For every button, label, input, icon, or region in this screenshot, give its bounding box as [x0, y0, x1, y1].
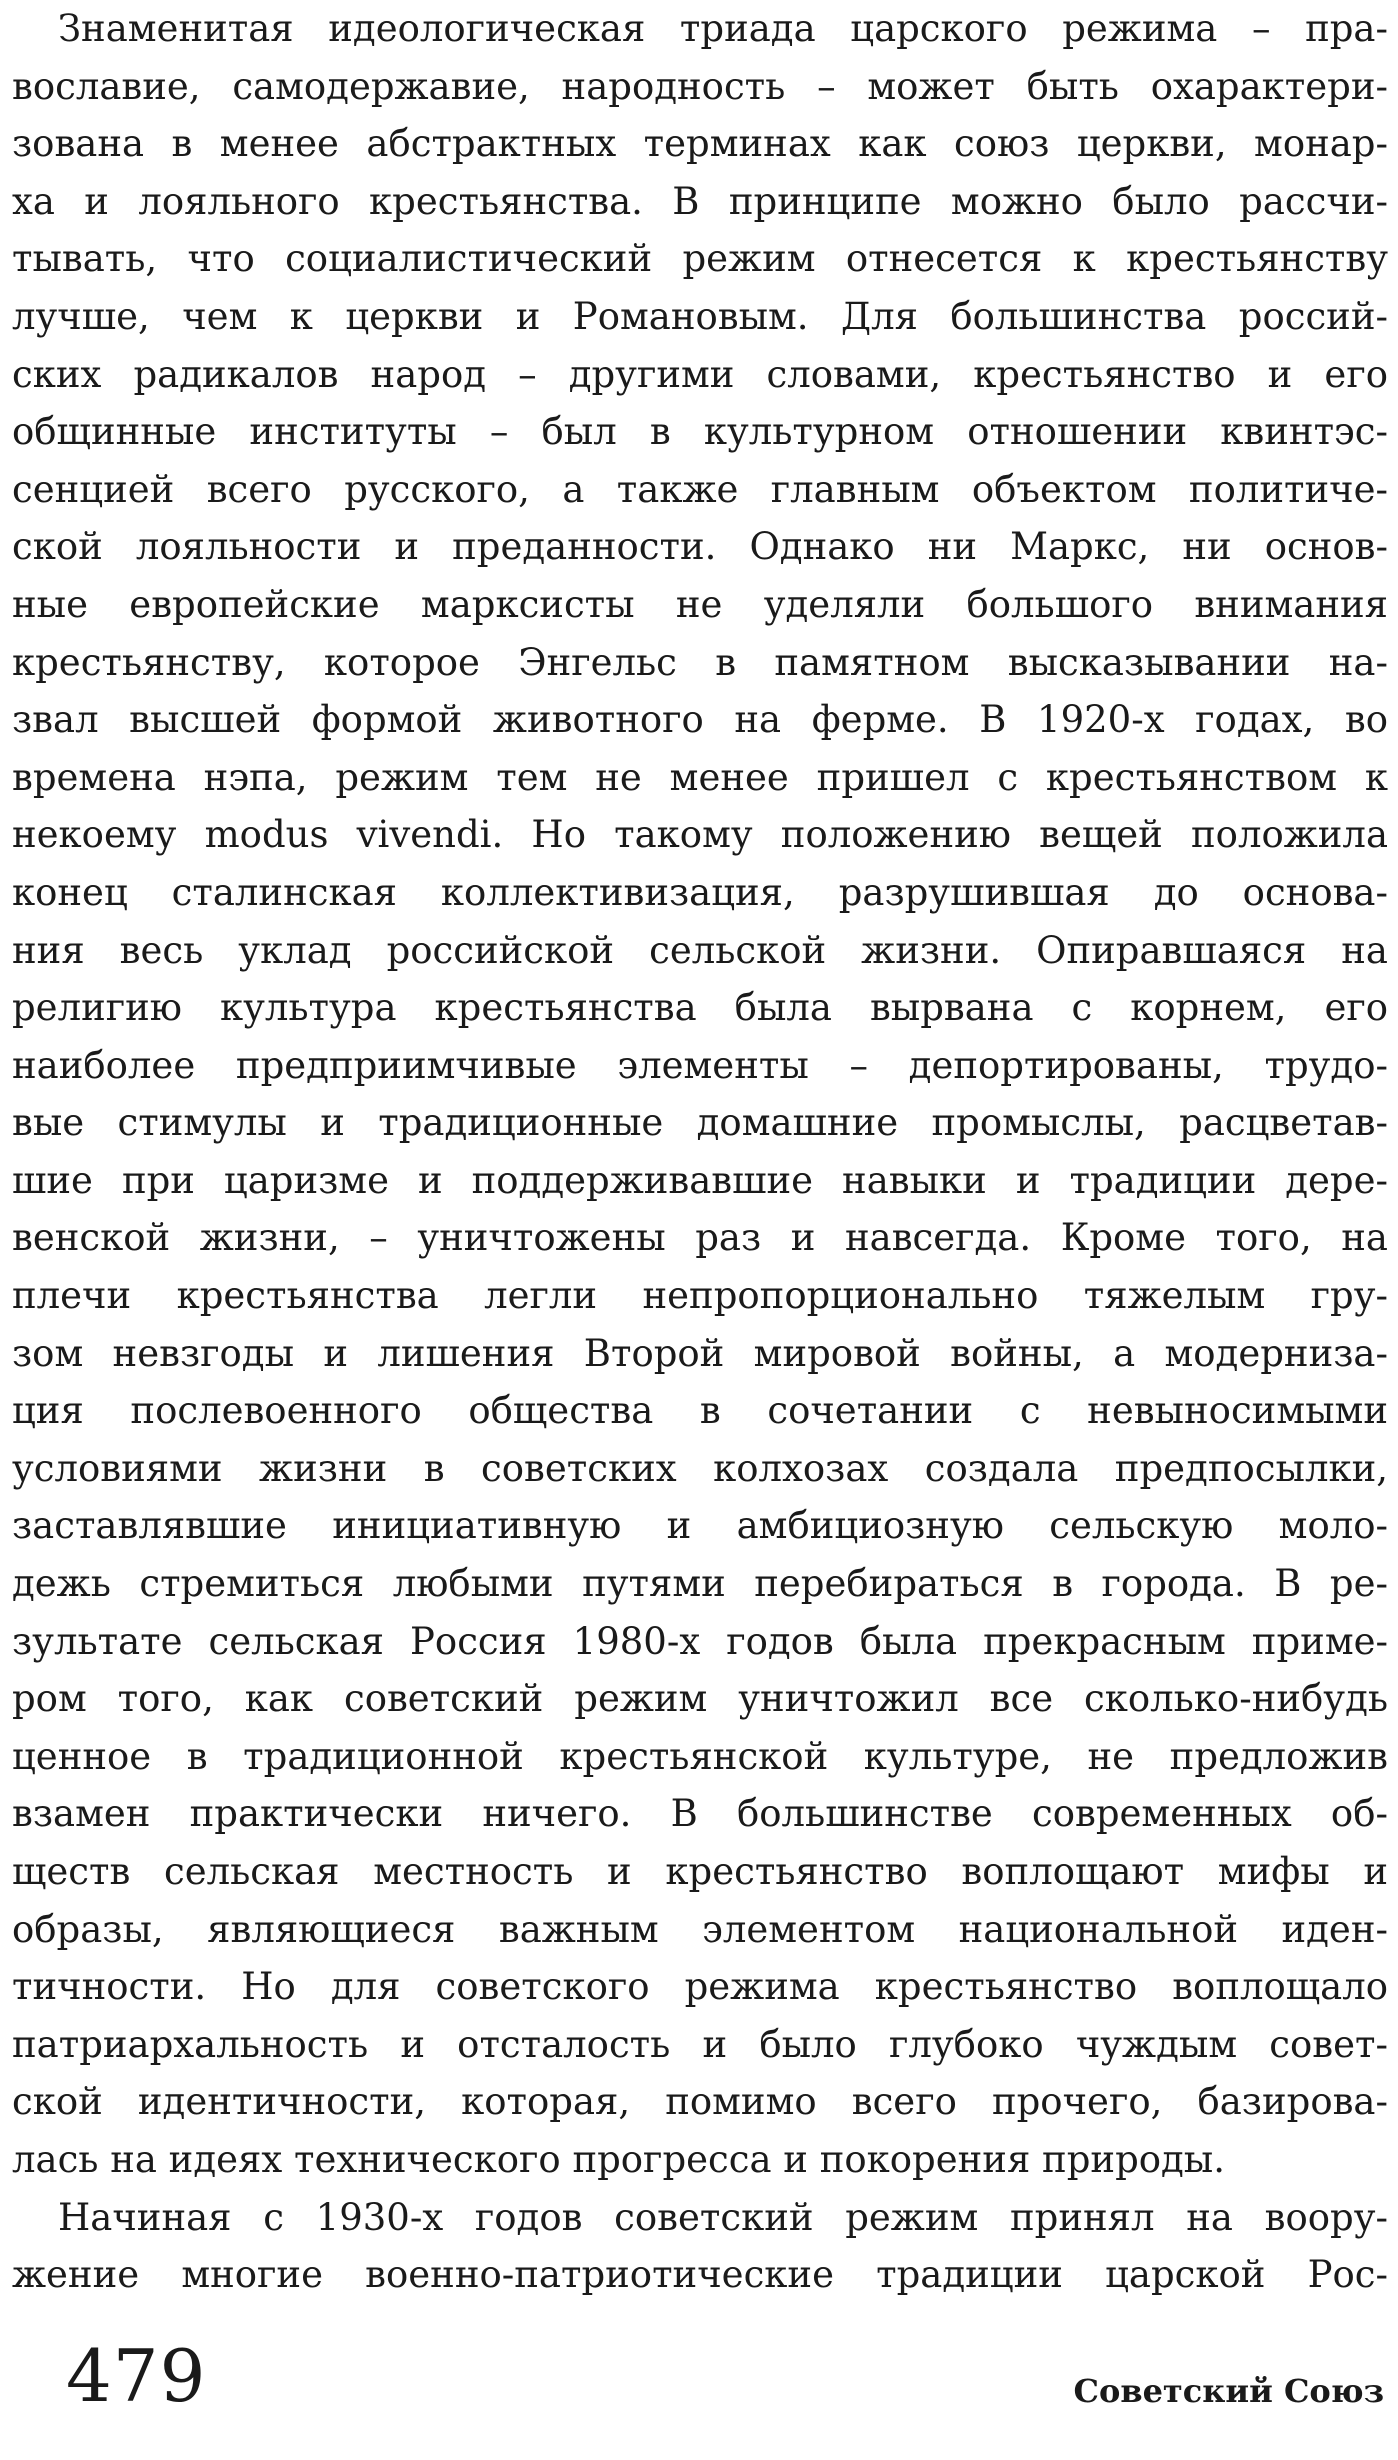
text-line: вые стимулы и традиционные домашние промыслы, расцветав-	[12, 1101, 1388, 1145]
text-line: ром того, как советский режим уничтожил все сколько-нибудь	[12, 1677, 1388, 1721]
text-line: зована в менее абстрактных терминах как союз церкви, монар-	[12, 122, 1388, 166]
text-line: ция послевоенного общества в сочетании с невыносимыми	[12, 1389, 1388, 1433]
text-line: тичности. Но для советского режима крестьянство воплощало	[12, 1965, 1388, 2009]
text-line: Начиная с 1930-х годов советский режим принял на воору-	[58, 2195, 1388, 2239]
running-title: Советский Союз	[1073, 2372, 1384, 2410]
text-line: крестьянству, которое Энгельс в памятном высказывании на-	[12, 640, 1388, 684]
text-line: зультате сельская Россия 1980-х годов была прекрасным приме-	[12, 1619, 1388, 1663]
page-number: 479	[66, 2334, 207, 2418]
text-line: шие при царизме и поддерживавшие навыки и традиции дере-	[12, 1158, 1388, 1202]
text-line: зом невзгоды и лишения Второй мировой войны, а модерниза-	[12, 1331, 1388, 1375]
text-line: вославие, самодержавие, народность – может быть охарактери-	[12, 64, 1388, 108]
text-line: наиболее предприимчивые элементы – депортированы, трудо-	[12, 1043, 1388, 1087]
text-line: плечи крестьянства легли непропорционально тяжелым гру-	[12, 1274, 1388, 1318]
text-line: заставлявшие инициативную и амбициозную сельскую моло-	[12, 1504, 1388, 1548]
text-line: некоему modus vivendi. Но такому положению вещей положила	[12, 813, 1388, 857]
text-line: времена нэпа, режим тем не менее пришел с крестьянством к	[12, 755, 1388, 799]
text-line: ской лояльности и преданности. Однако ни Маркс, ни основ-	[12, 525, 1388, 569]
text-line: взамен практически ничего. В большинстве современных об-	[12, 1792, 1388, 1836]
text-line: ния весь уклад российской сельской жизни. Опиравшаяся на	[12, 928, 1388, 972]
text-line: лучше, чем к церкви и Романовым. Для большинства россий-	[12, 294, 1388, 338]
text-line: Знаменитая идеологическая триада царского режима – пра-	[58, 7, 1388, 50]
text-line: ценное в традиционной крестьянской культуре, не предложив	[12, 1734, 1388, 1778]
text-line: ха и лояльного крестьянства. В принципе можно было рассчи-	[12, 179, 1388, 223]
text-line: патриархальность и отсталость и было глубоко чуждым совет-	[12, 2022, 1388, 2066]
text-line: ные европейские марксисты не уделяли большого внимания	[12, 582, 1388, 626]
text-line: звал высшей формой животного на ферме. В 1920-х годах, во	[12, 698, 1388, 742]
text-line: конец сталинская коллективизация, разрушившая до основа-	[12, 870, 1388, 914]
text-line: религию культура крестьянства была вырвана с корнем, его	[12, 986, 1388, 1030]
text-line: условиями жизни в советских колхозах создала предпосылки,	[12, 1446, 1388, 1490]
text-line: тывать, что социалистический режим отнесется к крестьянству	[12, 237, 1388, 281]
text-line: лась на идеях технического прогресса и покорения природы.	[12, 2137, 1226, 2181]
text-line: ской идентичности, которая, помимо всего прочего, базирова-	[12, 2080, 1388, 2124]
text-line: жение многие военно-патриотические традиции царской Рос-	[12, 2253, 1388, 2297]
text-line: дежь стремиться любыми путями перебираться в города. В ре-	[12, 1562, 1388, 1606]
body-text	[12, 0, 1388, 2304]
text-line: сенцией всего русского, а также главным объектом политиче-	[12, 467, 1388, 511]
text-line: образы, являющиеся важным элементом национальной иден-	[12, 1907, 1388, 1951]
text-line: ских радикалов народ – другими словами, крестьянство и его	[12, 352, 1388, 396]
text-line: общинные институты – был в культурном отношении квинтэс-	[12, 410, 1388, 454]
text-line: ществ сельская местность и крестьянство воплощают мифы и	[12, 1850, 1388, 1893]
text-line: венской жизни, – уничтожены раз и навсегда. Кроме того, на	[12, 1216, 1388, 1260]
